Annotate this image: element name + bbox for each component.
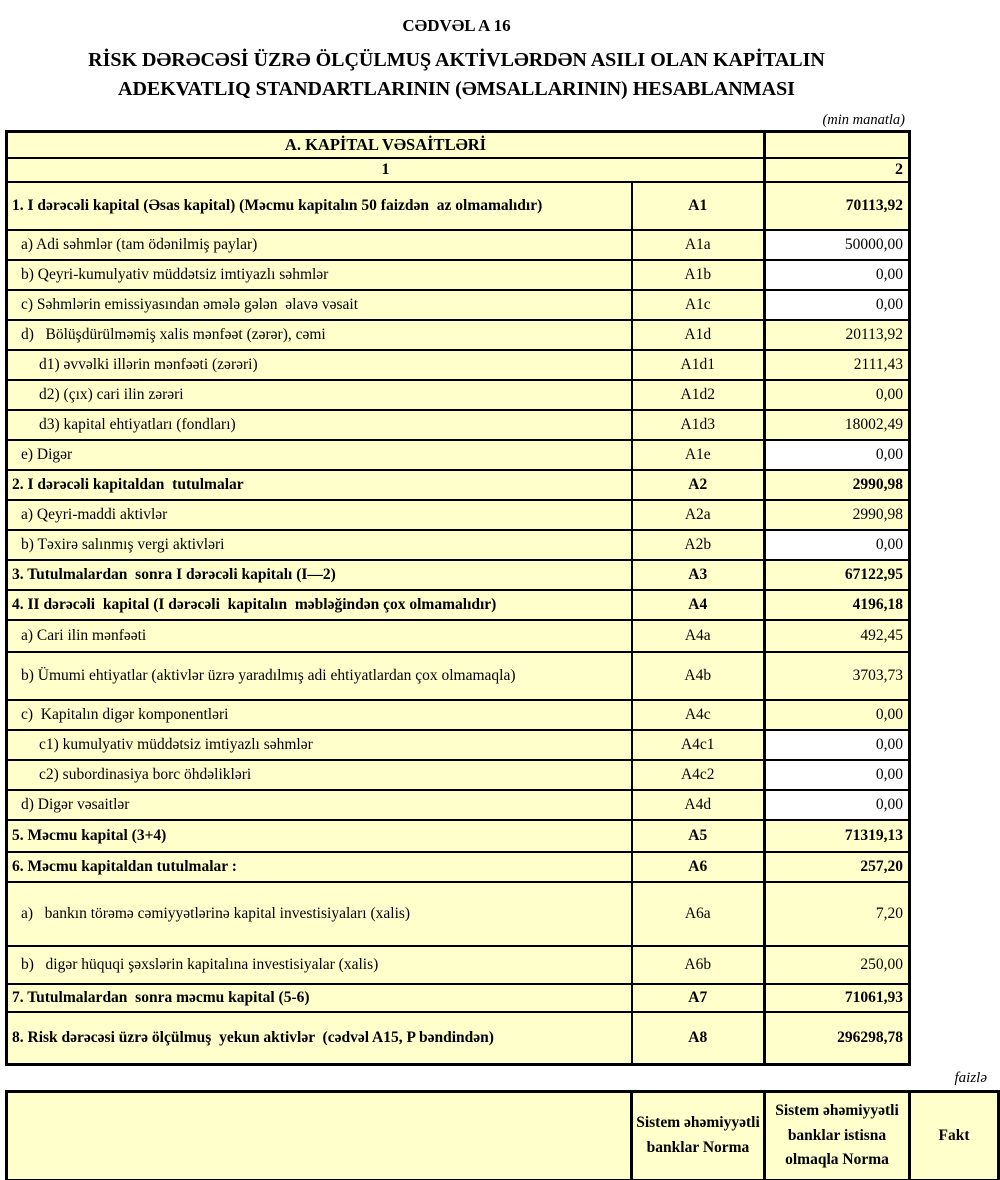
row-value-A4d: 0,00 [765,790,910,820]
row-label-A3: 3. Tutulmalardan sonra I dərəcəli kapitalı (I—2) [7,560,632,590]
row-code-A1d: A1d [632,320,765,350]
row-value-A1d1: 2111,43 [765,350,910,380]
row-code-A1: A1 [632,182,765,230]
capital-table-body [7,132,910,1065]
row-code-A1b: A1b [632,260,765,290]
row-code-A2: A2 [632,470,765,500]
table-row-A5 [7,820,910,852]
table-row-A2 [7,470,910,500]
row-code-A1a: A1a [632,230,765,260]
unit-note-min-manatla: (min manatla) [822,112,905,128]
norms-empty-cell [7,1092,632,1180]
row-label-A1c: c) Səhmlərin emissiyasından əmələ gələn əlavə vəsait [7,290,632,320]
row-value-A1e: 0,00 [765,440,910,470]
row-code-A8: A8 [632,1012,765,1065]
capital-table-column-number-row [7,158,910,182]
table-row-A4c [7,700,910,730]
row-code-A1d3: A1d3 [632,410,765,440]
document-title-line2: ADEKVATLIQ STANDARTLARININ (ƏMSALLARININ) HESABLANMASI [118,78,795,100]
row-code-A1c: A1c [632,290,765,320]
row-label-A4c: c) Kapitalın digər komponentləri [7,700,632,730]
row-value-A1b: 0,00 [765,260,910,290]
table-row-A6a [7,882,910,946]
table-row-A3 [7,560,910,590]
table-row-A6b [7,946,910,984]
row-label-A6: 6. Məcmu kapitaldan tutulmalar : [7,852,632,882]
table-row-A4b [7,652,910,700]
row-value-A4b: 3703,73 [765,652,910,700]
table-row-A8 [7,1012,910,1065]
norms-col-systemic-norma: Sistem əhəmiyyətli banklar Norma [632,1092,765,1180]
table-row-A1e [7,440,910,470]
document-header [0,0,913,130]
row-label-A8: 8. Risk dərəcəsi üzrə ölçülmuş yekun aktivlər (cədvəl A15, P bəndindən) [7,1012,632,1065]
table-row-A1b [7,260,910,290]
document-title [0,46,913,104]
row-value-A4c2: 0,00 [765,760,910,790]
row-value-A1d3: 18002,49 [765,410,910,440]
row-code-A6b: A6b [632,946,765,984]
row-label-A1e: e) Digər [7,440,632,470]
row-label-A4a: a) Cari ilin mənfəəti [7,620,632,652]
row-code-A4c2: A4c2 [632,760,765,790]
column-number-2: 2 [765,158,910,182]
row-code-A1d2: A1d2 [632,380,765,410]
row-label-A1: 1. I dərəcəli kapital (Əsas kapital) (Məcmu kapitalın 50 faizdən az olmamalıdır) [7,182,632,230]
row-value-A1: 70113,92 [765,182,910,230]
row-label-A4c2: c2) subordinasiya borc öhdəlikləri [7,760,632,790]
norms-col-fakt: Fakt [910,1092,999,1180]
row-value-A4a: 492,45 [765,620,910,652]
row-label-A6b: b) digər hüquqi şəxslərin kapitalına investisiyalar (xalis) [7,946,632,984]
row-value-A2a: 2990,98 [765,500,910,530]
row-label-A7: 7. Tutulmalardan sonra məcmu kapital (5-6) [7,984,632,1012]
table-row-A4 [7,590,910,620]
row-code-A2b: A2b [632,530,765,560]
table-row-A1 [7,182,910,230]
row-code-A4d: A4d [632,790,765,820]
row-label-A1d: d) Bölüşdürülməmiş xalis mənfəət (zərər), cəmi [7,320,632,350]
row-value-A4c1: 0,00 [765,730,910,760]
row-value-A1d2: 0,00 [765,380,910,410]
row-value-A1c: 0,00 [765,290,910,320]
row-label-A2b: b) Təxirə salınmış vergi aktivləri [7,530,632,560]
row-code-A1d1: A1d1 [632,350,765,380]
row-code-A7: A7 [632,984,765,1012]
row-value-A4c: 0,00 [765,700,910,730]
row-code-A4c: A4c [632,700,765,730]
row-label-A4d: d) Digər vəsaitlər [7,790,632,820]
row-value-A2: 2990,98 [765,470,910,500]
table-row-A4c2 [7,760,910,790]
table-row-A2b [7,530,910,560]
unit-note-faizle: faizlə [954,1070,987,1086]
section-header-cell: A. KAPİTAL VƏSAİTLƏRİ [7,132,765,159]
capital-table [5,130,911,1066]
row-code-A4b: A4b [632,652,765,700]
row-code-A4: A4 [632,590,765,620]
row-value-A1d: 20113,92 [765,320,910,350]
table-row-A1c [7,290,910,320]
norms-table-header-row [7,1092,999,1180]
row-value-A6a: 7,20 [765,882,910,946]
table-row-A2a [7,500,910,530]
table-row-A1d [7,320,910,350]
row-label-A2a: a) Qeyri-maddi aktivlər [7,500,632,530]
row-label-A4: 4. II dərəcəli kapital (I dərəcəli kapitalın məbləğindən çox olmamalıdır) [7,590,632,620]
row-label-A1a: a) Adi səhmlər (tam ödənilmiş paylar) [7,230,632,260]
row-label-A4b: b) Ümumi ehtiyatlar (aktivlər üzrə yaradılmış adi ehtiyatlardan çox olmamaqla) [7,652,632,700]
row-value-A6: 257,20 [765,852,910,882]
row-label-A6a: a) bankın törəmə cəmiyyətlərinə kapital investisiyaları (xalis) [7,882,632,946]
row-code-A4a: A4a [632,620,765,652]
table-row-A1d3 [7,410,910,440]
table-row-A1d2 [7,380,910,410]
row-value-A2b: 0,00 [765,530,910,560]
table-row-A4a [7,620,910,652]
row-value-A3: 67122,95 [765,560,910,590]
row-label-A5: 5. Məcmu kapital (3+4) [7,820,632,852]
norms-col-non-systemic-norma: Sistem əhəmiyyətli banklar istisna olmaqla Norma [765,1092,910,1180]
section-header-empty-cell [765,132,910,159]
table-row-A1a [7,230,910,260]
table-row-A4c1 [7,730,910,760]
row-code-A5: A5 [632,820,765,852]
column-number-1: 1 [7,158,765,182]
row-label-A1d3: d3) kapital ehtiyatları (fondları) [7,410,632,440]
row-label-A1d2: d2) (çıx) cari ilin zərəri [7,380,632,410]
row-code-A4c1: A4c1 [632,730,765,760]
document-title-line1: RİSK DƏRƏCƏSİ ÜZRƏ ÖLÇÜLMUŞ AKTİVLƏRDƏN ASILI OLAN KAPİTALIN [88,49,825,71]
row-label-A1d1: d1) əvvəlki illərin mənfəəti (zərəri) [7,350,632,380]
row-value-A1a: 50000,00 [765,230,910,260]
row-label-A1b: b) Qeyri-kumulyativ müddətsiz imtiyazlı səhmlər [7,260,632,290]
row-value-A4: 4196,18 [765,590,910,620]
row-value-A6b: 250,00 [765,946,910,984]
row-code-A2a: A2a [632,500,765,530]
row-value-A5: 71319,13 [765,820,910,852]
row-code-A6a: A6a [632,882,765,946]
row-label-A2: 2. I dərəcəli kapitaldan tutulmalar [7,470,632,500]
table-row-A1d1 [7,350,910,380]
row-code-A1e: A1e [632,440,765,470]
norms-table [5,1090,1000,1180]
row-value-A7: 71061,93 [765,984,910,1012]
table-row-A7 [7,984,910,1012]
table-number: CƏDVƏL A 16 [402,16,511,35]
table-row-A4d [7,790,910,820]
capital-table-section-header-row [7,132,910,159]
row-code-A6: A6 [632,852,765,882]
row-value-A8: 296298,78 [765,1012,910,1065]
row-code-A3: A3 [632,560,765,590]
table-row-A6 [7,852,910,882]
row-label-A4c1: c1) kumulyativ müddətsiz imtiyazlı səhmlər [7,730,632,760]
